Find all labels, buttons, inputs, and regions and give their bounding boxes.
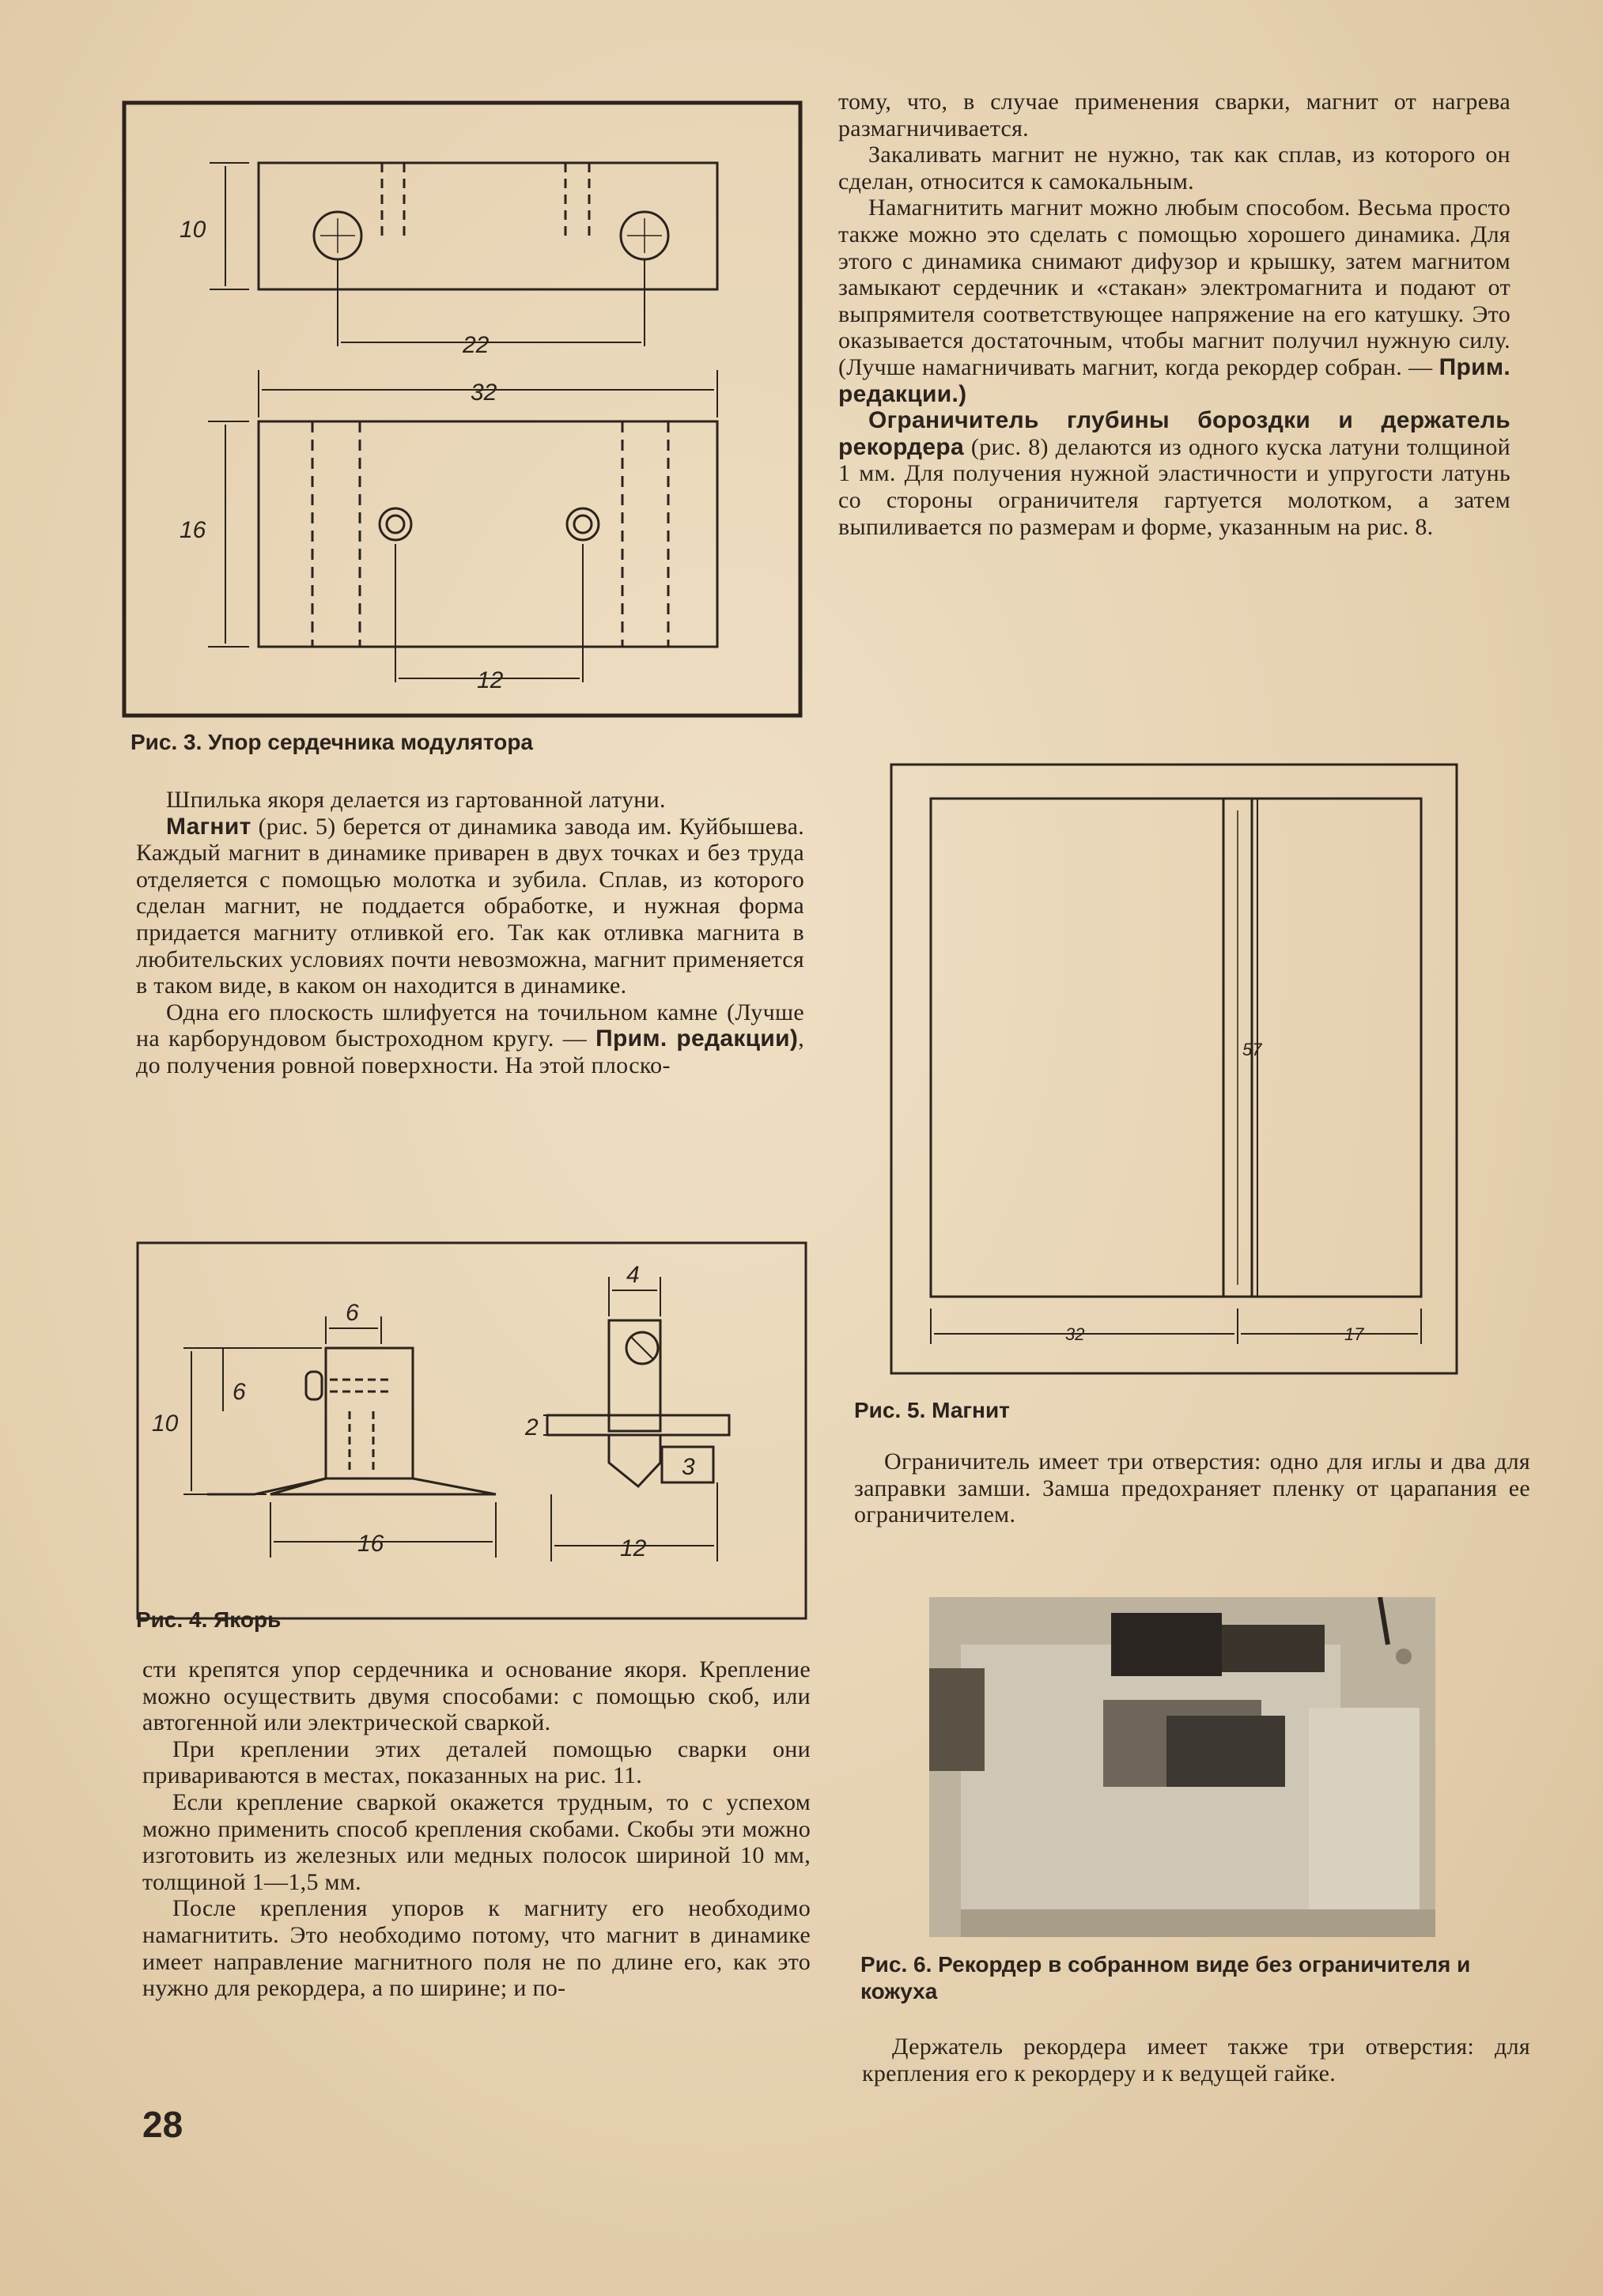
paragraph: тому, что, в случае применения сварки, магнит от нагрева размагничивается.	[838, 89, 1510, 142]
term-limiter: Ограничитель глубины бороздки и держатель рекордера	[838, 407, 1510, 460]
paragraph	[136, 814, 804, 999]
left-text-block-1	[136, 787, 804, 1079]
paragraph-text: , до получения ровной поверхности. На этой плоско-	[136, 1025, 804, 1078]
fig4-dim-6a: 6	[346, 1300, 359, 1326]
paragraph	[838, 407, 1510, 540]
fig3-dim-22: 22	[463, 332, 490, 358]
fig3-dim-12: 12	[477, 667, 504, 693]
fig5-dim-32: 32	[1065, 1324, 1085, 1344]
page-number: 28	[142, 2104, 183, 2145]
figure-5-caption: Рис. 5. Магнит	[854, 1398, 1010, 1422]
fig3-dim-16: 16	[180, 517, 206, 543]
paragraph-text: Намагнитить магнит можно любым способом. Весьма просто также можно это сделать с помощью хорошего динамика. Для этого с динамика снимают дифузор и крышку, затем магнитом замыкают сердечник и «стакан» электромагнита и подают от выпрямителя соответствующее напряжение на его катушку. Это оказывается достаточным, чтобы магнит получил нужную силу. (Лучше намагничивать магнит, когда рекордер собран. —	[838, 194, 1510, 380]
paragraph-text: (рис. 8) делаются из одного куска латуни толщиной 1 мм. Для получения нужной эластичности и упругости латунь со стороны ограничителя гартуется молотком, а затем выпиливается по размерам и форме, указанным на рис. 8.	[838, 433, 1510, 540]
fig4-dim-6b: 6	[233, 1379, 246, 1405]
figure-4-caption: Рис. 4. Якорь	[136, 1607, 282, 1632]
paragraph: сти крепятся упор сердечника и основание якоря. Крепление можно осуществить двумя способами: с помощью скоб, или автогенной или электрической сваркой.	[142, 1656, 811, 1736]
recorder-photo-drawing	[929, 1597, 1435, 1937]
term-magnet: Магнит	[166, 813, 251, 840]
figure-6-photo	[929, 1597, 1435, 1937]
paragraph: Закаливать магнит не нужно, так как сплав, из которого он сделан, относится к самокальным.	[838, 142, 1510, 194]
right-text-block-3	[862, 2034, 1530, 2086]
fig4-dim-4: 4	[626, 1262, 640, 1288]
fig4-dim-12: 12	[620, 1535, 647, 1562]
figure-5-drawing	[890, 763, 1459, 1376]
right-text-block-2	[854, 1448, 1530, 1528]
figure-5	[890, 763, 1459, 1376]
fig3-dim-10: 10	[180, 217, 206, 243]
left-text-block-2	[142, 1656, 811, 2002]
fig4-dim-16: 16	[357, 1531, 384, 1557]
figure-3	[123, 101, 803, 718]
figure-3-caption: Рис. 3. Упор сердечника модулятора	[130, 730, 533, 754]
figure-4-drawing	[136, 1241, 808, 1621]
paragraph: При креплении этих деталей помощью сварки они привариваются в местах, показанных на рис. 11.	[142, 1735, 811, 1789]
fig4-dim-3: 3	[682, 1454, 695, 1480]
editor-note: Прим. редакции.)	[838, 353, 1510, 407]
figure-6-caption: Рис. 6. Рекордер в собранном виде без ограничителя и кожуха	[860, 1952, 1471, 2003]
paragraph: Шпилька якоря делается из гартованной латуни.	[166, 787, 666, 813]
fig3-dim-32: 32	[471, 380, 497, 406]
fig5-dim-57: 57	[1242, 1040, 1262, 1059]
paragraph	[838, 194, 1510, 407]
figure-3-drawing	[123, 101, 803, 718]
editor-note: Прим. редакции)	[595, 1025, 799, 1052]
paragraph: Ограничитель имеет три отверстия: одно для иглы и два для заправки замши. Замша предохраняет пленку от царапания ее ограничителем.	[854, 1448, 1530, 1528]
paragraph	[136, 999, 804, 1079]
paragraph-text: (рис. 5) берется от динамика завода им. Куйбышева. Каждый магнит в динамике приварен в двух точках и без труда отделяется с помощью молотка и зубила. Сплав, из которого сделан магнит, не поддается обработке, и нужная форма придается магниту отливкой его. Так как отливка магнита в любительских условиях почти невозможна, магнит применяется в таком виде, в каком он находится в динамике.	[136, 813, 804, 999]
fig4-dim-2: 2	[525, 1414, 539, 1441]
paragraph: Если крепление сваркой окажется трудным, то с успехом можно применить способ крепления скобами. Скобы эти можно изготовить из железных или медных полосок шириной 10 мм, толщиной 1—1,5 мм.	[142, 1788, 811, 1895]
fig4-dim-10: 10	[152, 1410, 179, 1437]
right-text-block-1	[838, 89, 1510, 540]
figure-4	[136, 1241, 808, 1621]
paragraph: После крепления упоров к магниту его необходимо намагнитить. Это необходимо потому, что магнит в динамике имеет направление магнитного поля не по длине его, как это нужно для рекордера, а по ширине; и по-	[142, 1895, 811, 2002]
paragraph: Держатель рекордера имеет также три отверстия: для крепления его к рекордеру и к ведущей гайке.	[862, 2034, 1530, 2086]
fig5-dim-17: 17	[1344, 1324, 1364, 1344]
paragraph-text: Одна его плоскость шлифуется на точильном камне (Лучше на карборундовом быстроходном кругу. —	[136, 999, 804, 1052]
